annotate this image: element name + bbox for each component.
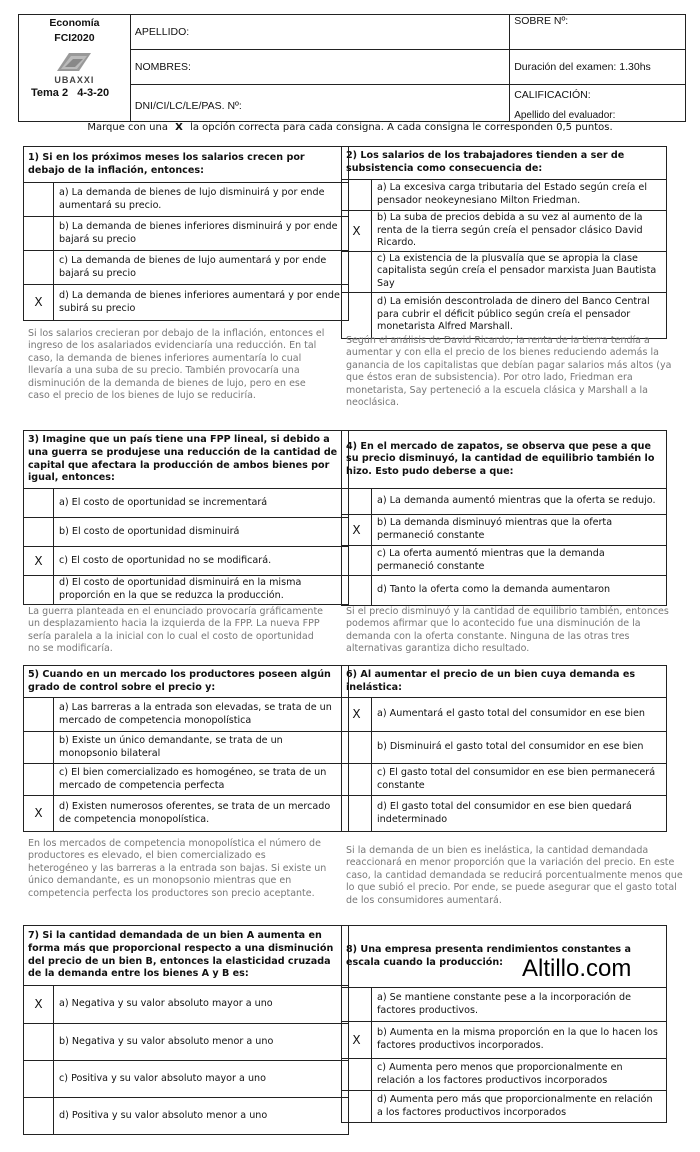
sobre-field[interactable]: [510, 15, 686, 50]
question-3: [23, 430, 349, 605]
answer-mark[interactable]: [24, 183, 54, 217]
answer-mark[interactable]: [342, 576, 372, 606]
answer-option: c) El bien comercializado es homogéneo, se trata de un mercado de competencia perfecta: [54, 764, 349, 796]
explanation-6: Si la demanda de un bien es inelástica, la cantidad demandada reaccionará en menor proporción que la variación del precio. En este caso, la cantidad demandada se reducirá porcentualmente menos que lo que subió el precio. Por ende, se puede asegurar que el gasto total de los consumidores aumentará.: [346, 845, 683, 906]
answer-option: d) El gasto total del consumidor en ese bien quedará indeterminado: [372, 796, 667, 832]
question-5: [23, 665, 349, 832]
instructions-x: X: [175, 122, 183, 133]
course-cell: [19, 15, 131, 122]
answer-mark[interactable]: [24, 576, 54, 605]
answer-option: d) Tanto la oferta como la demanda aumentaron: [372, 576, 667, 606]
course-code: FCI2020: [54, 32, 95, 44]
answer-option: d) Positiva y su valor absoluto menor a uno: [54, 1098, 349, 1135]
answer-option: a) Aumentará el gasto total del consumidor en ese bien: [372, 698, 667, 732]
sobre-label: SOBRE Nº:: [514, 15, 569, 27]
duracion-label: Duración del examen: 1.30hs: [514, 61, 651, 73]
dni-label: DNI/CI/LC/LE/PAS. Nº:: [134, 100, 242, 112]
answer-option: c) Positiva y su valor absoluto mayor a uno: [54, 1061, 349, 1098]
answer-option: b) El costo de oportunidad disminuirá: [54, 518, 349, 547]
answer-mark[interactable]: [24, 732, 54, 764]
answer-mark[interactable]: [24, 251, 54, 285]
watermark-altillo: Altillo.com: [522, 955, 632, 982]
question-title: 5) Cuando en un mercado los productores poseen algún grado de control sobre el precio y:: [24, 666, 349, 698]
answer-mark[interactable]: [24, 217, 54, 251]
answer-option: a) La demanda de bienes de lujo disminuirá y por ende aumentará su precio.: [54, 183, 349, 217]
answer-mark[interactable]: [342, 292, 372, 338]
answer-option: d) Aumenta pero más que proporcionalmente en relación a los factores productivos incorporados: [372, 1091, 667, 1123]
answer-option: c) El gasto total del consumidor en ese bien permanecerá constante: [372, 764, 667, 796]
answer-option: a) Negativa y su valor absoluto mayor a uno: [54, 986, 349, 1024]
answer-option: c) La demanda de bienes de lujo aumentará y por ende bajará su precio: [54, 251, 349, 285]
answer-option: b) La demanda disminuyó mientras que la oferta permaneció constante: [372, 515, 667, 546]
duracion-cell: [510, 50, 686, 85]
answer-mark[interactable]: [342, 1059, 372, 1091]
answer-mark[interactable]: X: [24, 796, 54, 832]
explanation-1: Si los salarios crecieran por debajo de la inflación, entonces el ingreso de los asalariados evidenciaría una reducción. En tal caso, la demanda de bienes inferiores aumentaría lo cual llevaría a una suba de su precio. También provocaría una disminución de la demanda de bienes de lujo, pero en ese caso el precio de los bienes de lujo se reduciría.: [28, 328, 325, 402]
answer-option: c) La oferta aumentó mientras que la demanda permaneció constante: [372, 546, 667, 576]
course-name: Economía: [49, 17, 100, 29]
answer-mark[interactable]: [24, 764, 54, 796]
answer-option: c) El costo de oportunidad no se modificará.: [54, 547, 349, 576]
answer-option: d) La demanda de bienes inferiores aumentará y por ende subirá su precio: [54, 285, 349, 321]
answer-option: b) La demanda de bienes inferiores disminuirá y por ende bajará su precio: [54, 217, 349, 251]
answer-mark[interactable]: X: [24, 285, 54, 321]
logo-text: UBAXXI: [54, 75, 95, 85]
answer-mark[interactable]: [342, 764, 372, 796]
answer-option: b) Existe un único demandante, se trata de un monopsonio bilateral: [54, 732, 349, 764]
answer-mark[interactable]: X: [342, 698, 372, 732]
answer-mark[interactable]: X: [342, 211, 372, 252]
question-7: [23, 925, 349, 1135]
nombres-label: NOMBRES:: [134, 61, 191, 73]
answer-option: a) El costo de oportunidad se incrementará: [54, 489, 349, 518]
answer-mark[interactable]: [24, 1061, 54, 1098]
answer-mark[interactable]: X: [342, 1022, 372, 1059]
answer-mark[interactable]: [342, 180, 372, 211]
answer-mark[interactable]: [24, 1098, 54, 1135]
apellido-label: APELLIDO:: [134, 26, 190, 38]
question-title: 2) Los salarios de los trabajadores tienden a ser de subsistencia como consecuencia de:: [342, 147, 667, 180]
question-title: 4) En el mercado de zapatos, se observa que pese a que su precio disminuyó, la cantidad de equilibrio también lo hizo. Esto pudo deberse a que:: [342, 431, 667, 489]
answer-option: c) Aumenta pero menos que proporcionalmente en relación a los factores productivos incorporados: [372, 1059, 667, 1091]
apellido-field[interactable]: [130, 15, 509, 50]
tema-number: Tema 2: [31, 87, 69, 99]
answer-mark[interactable]: [342, 732, 372, 764]
answer-mark[interactable]: [342, 489, 372, 515]
answer-option: a) La demanda aumentó mientras que la oferta se redujo.: [372, 489, 667, 515]
exam-date: 4-3-20: [77, 87, 110, 99]
calificacion-field[interactable]: [510, 85, 686, 122]
answer-mark[interactable]: [24, 518, 54, 547]
question-title: 8) Una empresa presenta rendimientos constantes a escala cuando la producción:: [342, 926, 667, 988]
ubaxxi-logo: [49, 49, 99, 83]
answer-mark[interactable]: [24, 698, 54, 732]
exam-header: [18, 14, 686, 122]
explanation-2: Según el análisis de David Ricardo, la renta de la tierra tendía a aumentar y con ella el precio de los bienes reduciendo además la ganancia de los capitalistas que debían pagar salarios más altos (ya que éstos eran de subsistencia). Por otro lado, Friedman era monetarista, Say perteneció a la escuela clásica y Marshall a la neoclásica.: [346, 335, 672, 409]
answer-mark[interactable]: [342, 546, 372, 576]
question-1: [23, 146, 349, 321]
answer-option: a) Se mantiene constante pese a la incorporación de factores productivos.: [372, 988, 667, 1022]
calificacion-label: CALIFICACIÓN:: [514, 89, 591, 101]
explanation-5: En los mercados de competencia monopolística el número de productores es elevado, el bien comercializado es heterogéneo y las barreras a la entrada son bajas. Si existe un único demandante, es un monopsonio mientras que en competencia perfecta los productores son precio aceptante.: [28, 838, 327, 899]
answer-option: c) La existencia de la plusvalía que se apropia la clase capitalista según creía el pensador marxista Juan Bautista Say: [372, 251, 667, 292]
answer-mark[interactable]: [342, 1091, 372, 1123]
answer-mark[interactable]: [342, 251, 372, 292]
answer-mark[interactable]: X: [24, 986, 54, 1024]
nombres-field[interactable]: [130, 50, 509, 85]
question-title: 6) Al aumentar el precio de un bien cuya demanda es inelástica:: [342, 666, 667, 698]
question-title: 7) Si la cantidad demandada de un bien A aumenta en forma más que proporcional respecto a una disminución del precio de un bien B, entonces la elasticidad cruzada de la demanda entre los bienes A y B es:: [24, 926, 349, 986]
answer-option: a) Las barreras a la entrada son elevadas, se trata de un mercado de competencia monopolística: [54, 698, 349, 732]
answer-option: b) La suba de precios debida a su vez al aumento de la renta de la tierra según creía el pensador clásico David Ricardo.: [372, 211, 667, 252]
tema-label: [23, 87, 126, 99]
answer-option: a) La excesiva carga tributaria del Estado según creía el pensador neokeynesiano Milton Friedman.: [372, 180, 667, 211]
answer-option: b) Disminuirá el gasto total del consumidor en ese bien: [372, 732, 667, 764]
answer-mark[interactable]: [24, 1024, 54, 1061]
dni-field[interactable]: [130, 85, 509, 122]
question-2: [341, 146, 667, 339]
instructions-after: la opción correcta para cada consigna. A cada consigna le corresponden 0,5 puntos.: [190, 122, 613, 133]
evaluador-label: Apellido del evaluador:: [514, 110, 616, 121]
question-title: 1) Si en los próximos meses los salarios crecen por debajo de la inflación, entonces:: [24, 147, 349, 183]
question-title: 3) Imagine que un país tiene una FPP lineal, si debido a una guerra se produjese una reducción de la cantidad de capital que afectara la producción de ambos bienes por igual, entonces:: [24, 431, 349, 489]
answer-option: d) El costo de oportunidad disminuirá en la misma proporción en la que se reduzca la producción.: [54, 576, 349, 605]
answer-option: d) La emisión descontrolada de dinero del Banco Central para cubrir el déficit público según creía el pensador monetarista Alfred Marshall.: [372, 292, 667, 338]
instructions: [0, 122, 700, 133]
explanation-4: Si el precio disminuyó y la cantidad de equilibrio también, entonces podemos afirmar que lo acontecido fue una disminución de la demanda con la oferta constante. Ninguna de las otras tres alternativas garantiza dicho resultado.: [346, 606, 669, 655]
answer-mark[interactable]: X: [342, 515, 372, 546]
explanation-3: La guerra planteada en el enunciado provocaría gráficamente un desplazamiento hacia la izquierda de la FPP. La nueva FPP sería paralela a la inicial con lo cual el costo de oportunidad no se modificaría.: [28, 606, 324, 655]
instructions-before: Marque con una: [87, 122, 168, 133]
answer-option: b) Negativa y su valor absoluto menor a uno: [54, 1024, 349, 1061]
question-6: [341, 665, 667, 832]
answer-mark[interactable]: [24, 489, 54, 518]
answer-mark[interactable]: X: [24, 547, 54, 576]
answer-mark[interactable]: [342, 988, 372, 1022]
answer-mark[interactable]: [342, 796, 372, 832]
question-4: [341, 430, 667, 606]
answer-option: b) Aumenta en la misma proporción en la que lo hacen los factores productivos incorporados.: [372, 1022, 667, 1059]
answer-option: d) Existen numerosos oferentes, se trata de un mercado de competencia monopolística.: [54, 796, 349, 832]
